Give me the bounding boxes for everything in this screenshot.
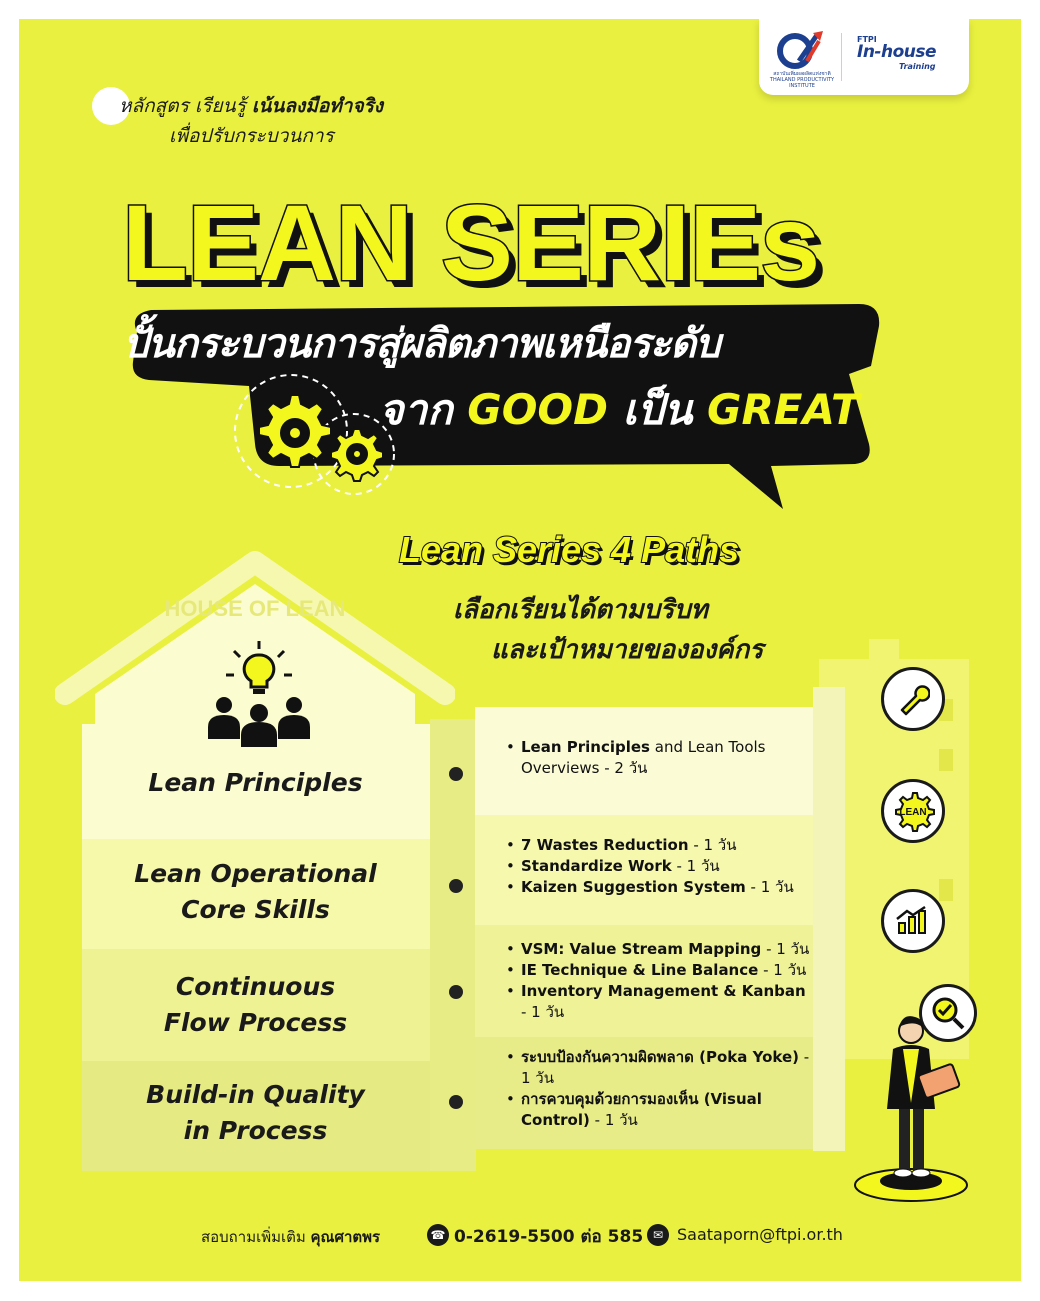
course-panel-1 <box>475 707 813 815</box>
course-name: การควบคุมด้วยการมองเห็น (Visual Control) <box>521 1090 762 1129</box>
course-item <box>521 737 813 779</box>
row-bullet <box>449 985 463 999</box>
inhouse-top-label: FTPI <box>857 35 877 44</box>
contact-line <box>201 1225 380 1249</box>
course-name: ระบบป้องกันความผิดพลาด (Poka Yoke) <box>521 1048 799 1066</box>
row-label-quality <box>83 1077 428 1149</box>
row-label-line: Build-in Quality <box>146 1080 365 1109</box>
course-name: Inventory Management & Kanban <box>521 982 806 1000</box>
tagline-line2: เพื่อปรับกระบวนการ <box>169 125 334 147</box>
row-label-lean-principles <box>83 765 428 801</box>
paths-desc-2: และเป้าหมายขององค์กร <box>491 635 764 665</box>
row-label-line: Lean Principles <box>148 768 363 797</box>
main-title: LEAN SERIEs <box>122 182 820 303</box>
inhouse-training-label: Training <box>899 62 936 71</box>
course-item <box>521 960 813 981</box>
row-label-line: Lean Operational <box>134 859 377 888</box>
paths-heading: Lean Series 4 Paths <box>399 529 740 570</box>
contact-email[interactable]: Saataporn@ftpi.or.th <box>677 1225 843 1244</box>
course-panel-3 <box>475 925 813 1037</box>
course-name: Lean Principles <box>521 738 650 756</box>
subtitle-great: GREAT <box>706 385 860 434</box>
subtitle-to: เป็น <box>608 385 707 434</box>
row-label-line: Flow Process <box>163 1008 348 1037</box>
row-label-line: Continuous <box>175 972 336 1001</box>
tagline-prefix: หลักสูตร เรียนรู้ <box>119 95 252 117</box>
course-duration: - 1 วัน <box>688 836 737 854</box>
contact-phone[interactable]: 0-2619-5500 ต่อ 585 <box>454 1227 644 1247</box>
course-duration: - 1 วัน <box>521 1003 565 1021</box>
hero-subtitle-1: ปั้นกระบวนการสู่ผลิตภาพเหนือระดับ <box>123 321 720 367</box>
subtitle-from: จาก <box>379 385 468 434</box>
roof-label: HOUSE OF LEAN <box>164 596 346 621</box>
course-item <box>521 1089 813 1131</box>
wrench-icon <box>881 667 945 731</box>
course-item <box>521 835 813 856</box>
course-item <box>521 981 813 1023</box>
row-label-line: in Process <box>183 1116 328 1145</box>
stair-wall <box>813 687 845 1151</box>
course-item <box>521 939 813 960</box>
row-label-line: Core Skills <box>181 895 330 924</box>
course-name: 7 Wastes Reduction <box>521 836 689 854</box>
course-item <box>521 877 813 898</box>
course-name: IE Technique & Line Balance <box>521 961 759 979</box>
course-panel-2 <box>475 815 813 925</box>
lean-gear-text: LEAN <box>899 807 927 818</box>
hero-subtitle-2 <box>379 377 860 443</box>
email-icon: ✉ <box>647 1224 669 1246</box>
person-laptop-illustration <box>849 1009 979 1209</box>
subtitle-good: GOOD <box>467 385 608 434</box>
logo-divider <box>841 33 842 81</box>
row-label-operational <box>83 856 428 928</box>
phone-icon: ☎ <box>427 1224 449 1246</box>
team-idea-icon <box>204 637 314 747</box>
course-name: VSM: Value Stream Mapping <box>521 940 762 958</box>
contact-name: คุณศาตพร <box>310 1228 381 1246</box>
course-duration: - 1 วัน <box>521 1048 810 1087</box>
ftpi-logo-icon <box>773 27 831 71</box>
row-bullet <box>449 1095 463 1109</box>
course-name: Kaizen Suggestion System <box>521 878 746 896</box>
poster <box>19 19 1021 1281</box>
course-duration: - 1 วัน <box>589 1111 638 1129</box>
course-item <box>521 1047 813 1089</box>
paths-desc-1: เลือกเรียนได้ตามบริบท <box>453 595 708 625</box>
course-duration: - 1 วัน <box>758 961 807 979</box>
row-bullet <box>449 767 463 781</box>
lean-gear-icon <box>881 779 945 843</box>
course-duration: and Lean Tools Overviews - 2 วัน <box>521 738 766 777</box>
tagline-line1 <box>119 91 383 121</box>
course-duration: - 1 วัน <box>671 857 720 875</box>
ftpi-caption: สถาบันเพิ่มผลผลิตแห่งชาติ THAILAND PRODUCTIVITY INSTITUTE <box>769 71 835 89</box>
tagline-bold: เน้นลงมือทำจริง <box>251 95 384 117</box>
logo-box <box>759 19 969 95</box>
row-bullet <box>449 879 463 893</box>
row-label-continuous <box>83 969 428 1041</box>
course-duration: - 1 วัน <box>745 878 794 896</box>
course-name: Standardize Work <box>521 857 672 875</box>
course-item <box>521 856 813 877</box>
contact-prefix: สอบถามเพิ่มเติม <box>201 1228 311 1246</box>
growth-chart-icon <box>881 889 945 953</box>
course-panel-4 <box>475 1037 813 1149</box>
course-duration: - 1 วัน <box>761 940 810 958</box>
inhouse-logo-text: In-house <box>857 42 937 62</box>
